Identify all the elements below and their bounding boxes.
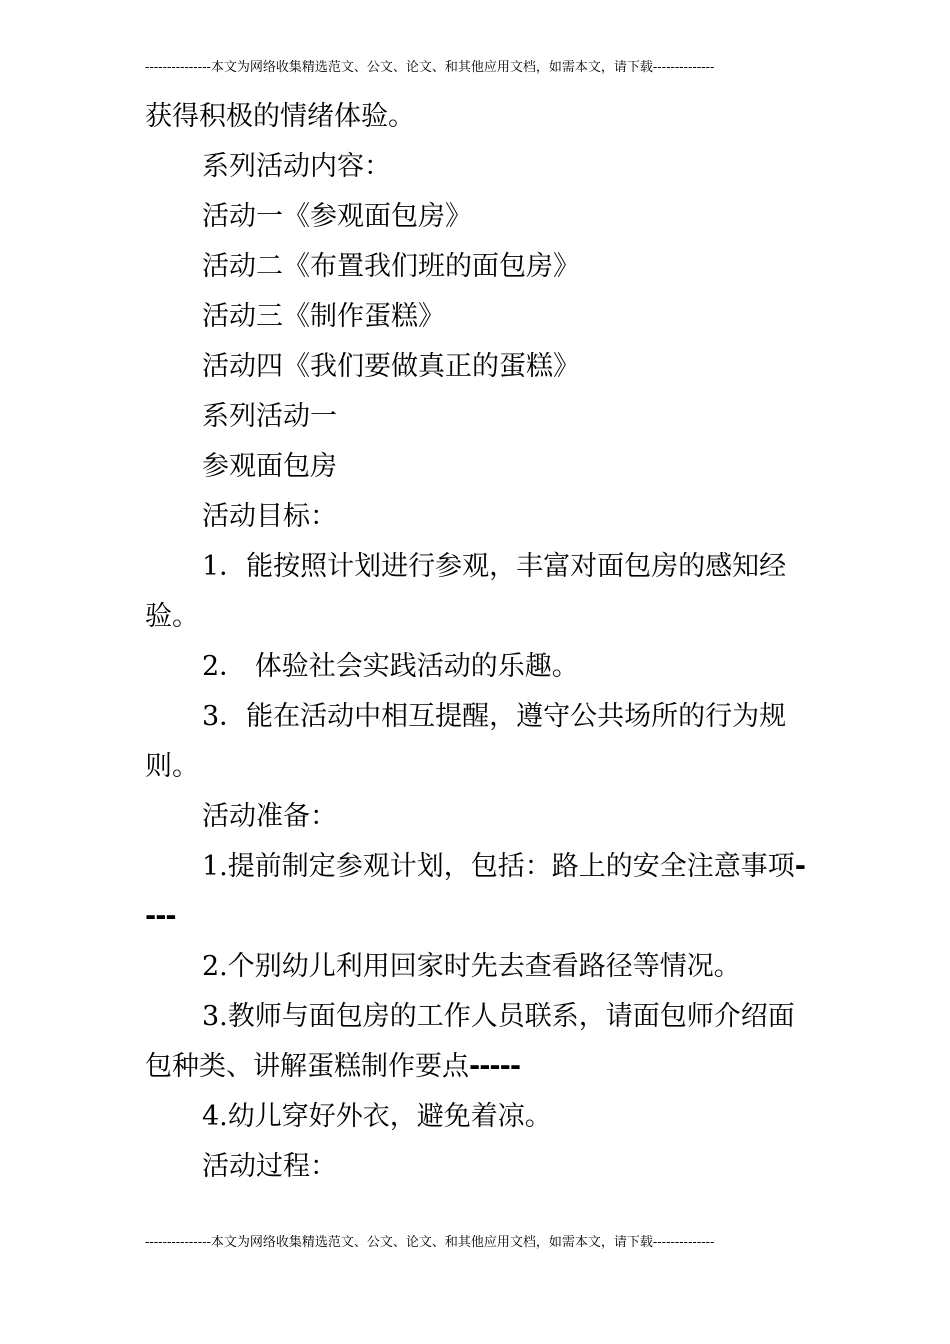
list-item-text: 3.教师与面包房的工作人员联系，请面包师介绍面包种类、讲解蛋糕制作要点: [145, 1001, 795, 1082]
paragraph: 获得积极的情绪体验。: [145, 101, 415, 132]
list-item: [145, 842, 807, 942]
section-heading: 活动准备：: [202, 801, 337, 832]
list-item: 2.个别幼儿利用回家时先去查看路径等情况。: [202, 951, 741, 982]
section-heading: 活动过程：: [202, 1151, 337, 1182]
list-item: [145, 992, 807, 1092]
list-item: 1．能按照计划进行参观，丰富对面包房的感知经验。: [145, 551, 787, 632]
list-item: 4.幼儿穿好外衣，避免着凉。: [202, 1101, 552, 1132]
list-item: 活动三《制作蛋糕》: [202, 301, 445, 332]
list-item: 3．能在活动中相互提醒，遵守公共场所的行为规则。: [145, 701, 787, 782]
page-header: ---------------本文为网络收集精选范文、公文、论文、和其他应用文档，如需本文，请下载--------------: [145, 60, 715, 75]
dash-mark: -----: [469, 1051, 521, 1082]
list-item: 活动四《我们要做真正的蛋糕》: [202, 351, 580, 382]
section-title: 参观面包房: [202, 451, 337, 482]
dash-mark: ----: [145, 851, 805, 932]
list-item: 2． 体验社会实践活动的乐趣。: [202, 651, 579, 682]
section-heading: 活动目标：: [202, 501, 337, 532]
section-heading: 系列活动内容：: [202, 151, 391, 182]
list-item: 活动二《布置我们班的面包房》: [202, 251, 580, 282]
section-heading: 系列活动一: [202, 401, 337, 432]
page-footer: ---------------本文为网络收集精选范文、公文、论文、和其他应用文档，如需本文，请下载--------------: [145, 1235, 715, 1250]
list-item: 活动一《参观面包房》: [202, 201, 472, 232]
list-item-text: 1.提前制定参观计划，包括：路上的安全注意事项: [202, 851, 795, 882]
document-body: [145, 92, 807, 1192]
